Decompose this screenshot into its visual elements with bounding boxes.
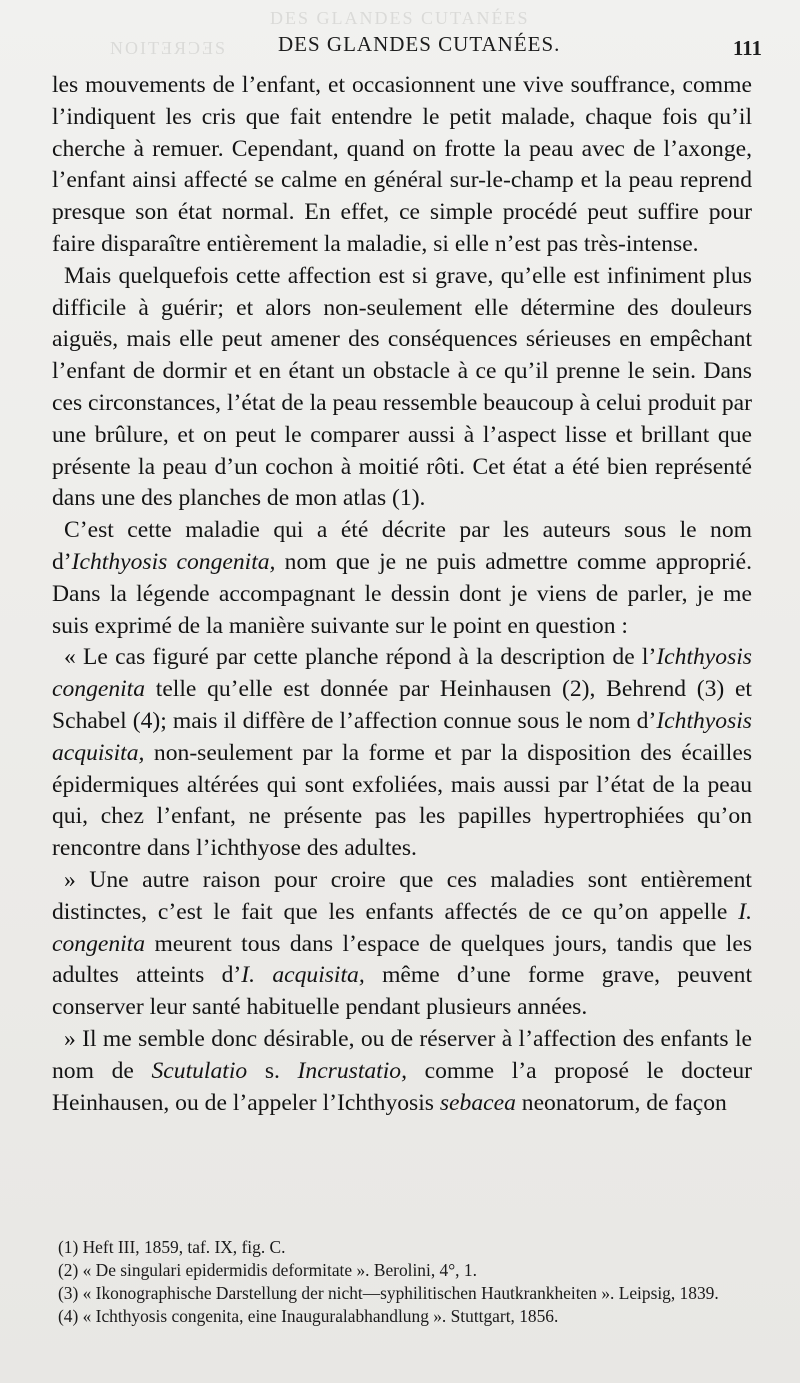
paragraph-5-text-a: » Une autre raison pour croire que ces maladies sont entièrement distinctes, c’est le fait que les enfants affectés de ce qu’on appelle (52, 866, 752, 925)
paragraph-4-italic-2: Ichthyosis acquisita, (52, 707, 752, 766)
page-header (52, 30, 770, 64)
footnote-1: (1) Heft III, 1859, taf. IX, fig. C. (58, 1237, 286, 1257)
paragraph-5-italic-1: I. congenita (52, 898, 752, 957)
paragraph-4-text-c: non-seulement par la forme et par la disposition des écailles épidermiques altérées qui sont exfoliées, mais aussi par l’état de la peau qui, chez l’enfant, ne présente pas les papilles hypertrophiées qu’on rencontre dans l’ichthyose des adultes. (52, 739, 752, 862)
paragraph-6-text-d: neonatorum, de façon (515, 1089, 727, 1116)
paragraph-5-text-c: même d’une forme grave, peuvent conserver leur santé habituelle pendant plusieurs années. (52, 962, 752, 1021)
paragraph-6-text-b: s. (247, 1057, 298, 1084)
paragraph-3-text-a: C’est cette maladie qui a été décrite par les auteurs sous le nom d’ (52, 517, 752, 575)
footnotes (58, 1236, 748, 1328)
body-text (52, 70, 752, 1119)
paragraph-5 (52, 865, 752, 1024)
paragraph-6-italic-2: Incrustatio, (297, 1057, 407, 1084)
paragraph-6-italic-1: Scutulatio (151, 1057, 248, 1084)
bleed-through-heading: DES GLANDES CUTANÉES (270, 8, 530, 28)
paragraph-6 (52, 1024, 752, 1119)
paragraph-4-italic-1: Ichthyosis congenita (52, 644, 752, 703)
paragraph-3-text-b: nom que je ne puis admettre comme approprié. Dans la légende accompagnant le dessin dont je viens de parler, je me suis exprimé de la manière suivante sur le point en question : (52, 548, 752, 639)
paragraph-6-text-c: comme l’a proposé le docteur Heinhausen, ou de l’appeler l’Ichthyosis (52, 1057, 752, 1116)
paragraph-6-italic-3: sebacea (439, 1089, 516, 1116)
paragraph-5-text-b: meurent tous dans l’espace de quelques jours, tandis que les adultes atteints d’ (52, 930, 752, 989)
paragraph-2-text: Mais quelquefois cette affection est si grave, qu’elle est infiniment plus difficile à guérir; et alors non-seulement elle détermine des douleurs aiguës, mais elle peut amener des conséquences sérieuses en empêchant l’enfant de dormir et en étant un obstacle à ce qu’il prenne le sein. Dans ces circonstances, l’état de la peau ressemble beaucoup à celui produit par une brûlure, et on peut le comparer aussi à l’aspect lisse et brillant que présente la peau d’un cochon à moitié rôti. Cet état a été bien représenté dans une des planches de mon atlas (1). (52, 262, 752, 512)
paragraph-2 (52, 261, 752, 515)
footnote-4: (4) « Ichthyosis congenita, eine Inauguralabhandlung ». Stuttgart, 1856. (58, 1306, 559, 1326)
bleed-through-heading-mirrored: NOITƎЯƆƎS (110, 38, 227, 58)
page-number: 111 (732, 36, 762, 60)
paragraph-3 (52, 515, 752, 642)
paragraph-4-text-b: telle qu’elle est donnée par Heinhausen (2), Behrend (3) et Schabel (4); mais il diffère de l’affection connue sous le nom d’ (52, 676, 752, 734)
paragraph-3-italic-1: Ichthyosis congenita, (71, 548, 276, 575)
paragraph-4 (52, 642, 752, 865)
footnote-3: (3) « Ikonographische Darstellung der nicht—syphilitischen Hautkrankheiten ». Leipsig, 1839. (58, 1283, 719, 1303)
footnote-2: (2) « De singulari epidermidis deformitate ». Berolini, 4°, 1. (58, 1260, 477, 1280)
running-head: DES GLANDES CUTANÉES. (278, 32, 561, 56)
paragraph-6-text-a: » Il me semble donc désirable, ou de réserver à l’affection des enfants le nom de (52, 1025, 752, 1084)
paragraph-4-text-a: « Le cas figuré par cette planche répond à la description de l’ (64, 644, 657, 671)
paragraph-5-italic-2: I. acquisita, (241, 962, 365, 989)
paragraph-1-text: les mouvements de l’enfant, et occasionnent une vive souffrance, comme l’indiquent les cris que fait entendre le petit malade, chaque fois qu’il cherche à remuer. Cependant, quand on frotte la peau avec de l’axonge, l’enfant ainsi affecté se calme en général sur-le-champ et la peau reprend presque son état normal. En effet, ce simple procédé peut suffire pour faire disparaître entièrement la maladie, si elle n’est pas très-intense. (52, 72, 752, 257)
paragraph-1 (52, 70, 752, 261)
